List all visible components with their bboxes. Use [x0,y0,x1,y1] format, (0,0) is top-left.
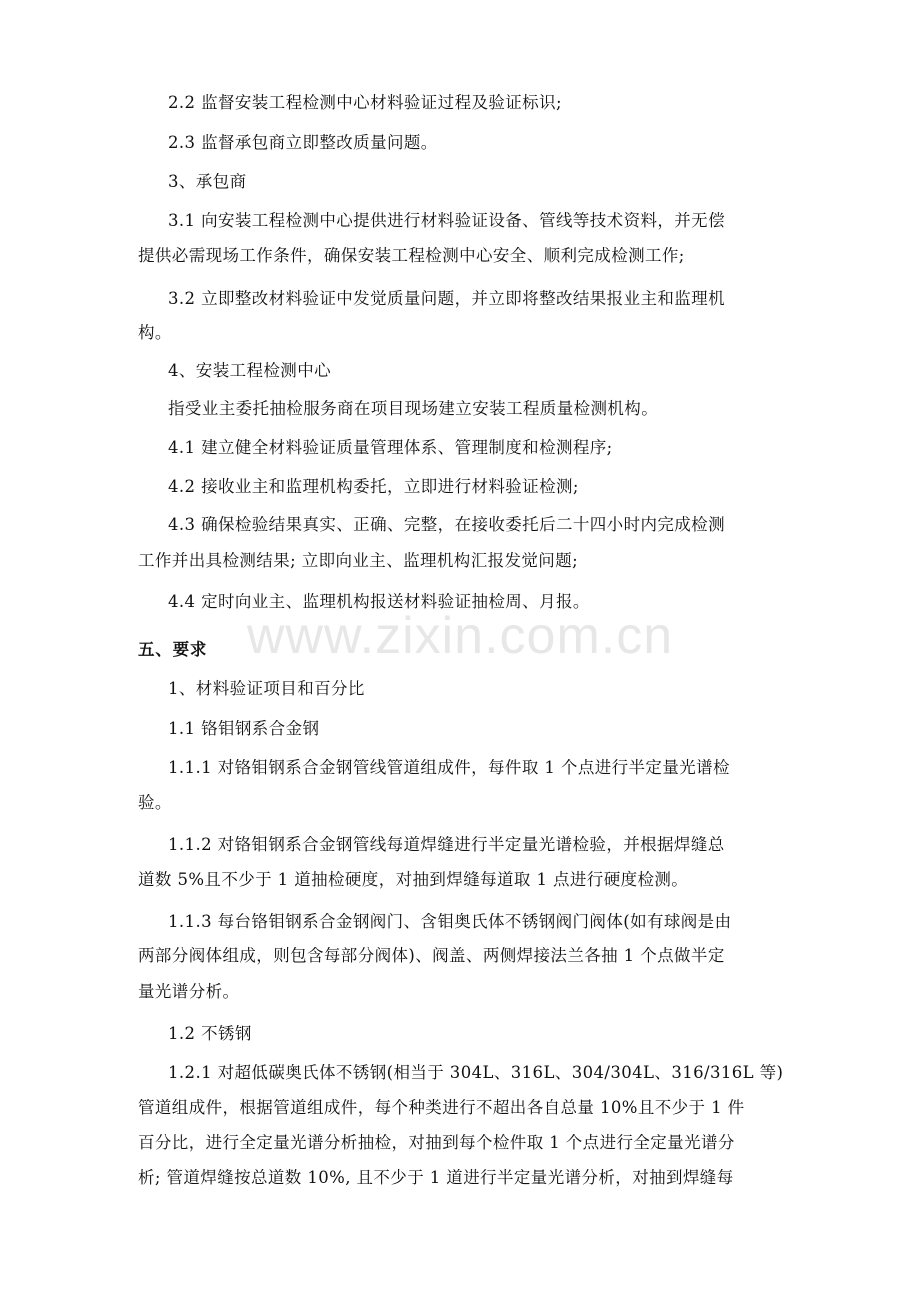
text-line: 4.2 接收业主和监理机构委托，立即进行材料验证检测; [168,477,579,496]
text-line: 1.2 不锈钢 [168,1024,252,1043]
text-line: 工作并出具检测结果; 立即向业主、监理机构汇报发觉问题; [138,551,579,570]
text-line: 百分比，进行全定量光谱分析抽检，对抽到每个检件取 1 个点进行全定量光谱分 [138,1133,735,1152]
text-line: 3、承包商 [168,172,247,191]
watermark: www.zixin.com.cn [246,607,674,665]
text-line: 两部分阀体组成，则包含每部分阀体)、阀盖、两侧焊接法兰各抽 1 个点做半定 [138,946,725,965]
text-line: 1.2.1 对超低碳奥氏体不锈钢(相当于 304L、316L、304/304L、316/316L 等) [168,1063,784,1082]
text-line: 4.1 建立健全材料验证质量管理体系、管理制度和检测程序; [168,438,613,457]
text-line: 量光谱分析。 [138,982,240,1001]
section-heading: 五、要求 [138,640,208,659]
text-line: 验。 [138,793,172,812]
text-line: 指受业主委托抽检服务商在项目现场建立安装工程质量检测机构。 [168,399,659,418]
text-line: 析; 管道焊缝按总道数 10%, 且不少于 1 道进行半定量光谱分析，对抽到焊缝每 [138,1168,734,1187]
text-line: 提供必需现场工作条件，确保安装工程检测中心安全、顺利完成检测工作; [138,246,685,265]
text-line: 1.1.1 对铬钼钢系合金钢管线管道组成件，每件取 1 个点进行半定量光谱检 [168,758,730,777]
text-line: 3.1 向安装工程检测中心提供进行材料验证设备、管线等技术资料，并无偿 [168,211,725,230]
text-line: 2.2 监督安装工程检测中心材料验证过程及验证标识; [168,93,562,112]
text-line: 4.3 确保检验结果真实、正确、完整，在接收委托后二十四小时内完成检测 [168,515,725,534]
text-line: 道数 5%且不少于 1 道抽检硬度，对抽到焊缝每道取 1 点进行硬度检测。 [138,870,689,889]
text-line: 1.1.3 每台铬钼钢系合金钢阀门、含钼奥氏体不锈钢阀门阀体(如有球阀是由 [168,912,732,931]
text-line: 管道组成件，根据管道组成件，每个种类进行不超出各自总量 10%且不少于 1 件 [138,1098,745,1117]
text-line: 1、材料验证项目和百分比 [168,679,365,698]
text-line: 1.1 铬钼钢系合金钢 [168,719,320,738]
text-line: 构。 [138,323,172,342]
text-line: 4、安装工程检测中心 [168,361,331,380]
text-line: 3.2 立即整改材料验证中发觉质量问题，并立即将整改结果报业主和监理机 [168,289,725,308]
text-line: 4.4 定时向业主、监理机构报送材料验证抽检周、月报。 [168,592,590,611]
text-line: 1.1.2 对铬钼钢系合金钢管线每道焊缝进行半定量光谱检验，并根据焊缝总 [168,835,725,854]
text-line: 2.3 监督承包商立即整改质量问题。 [168,133,438,152]
